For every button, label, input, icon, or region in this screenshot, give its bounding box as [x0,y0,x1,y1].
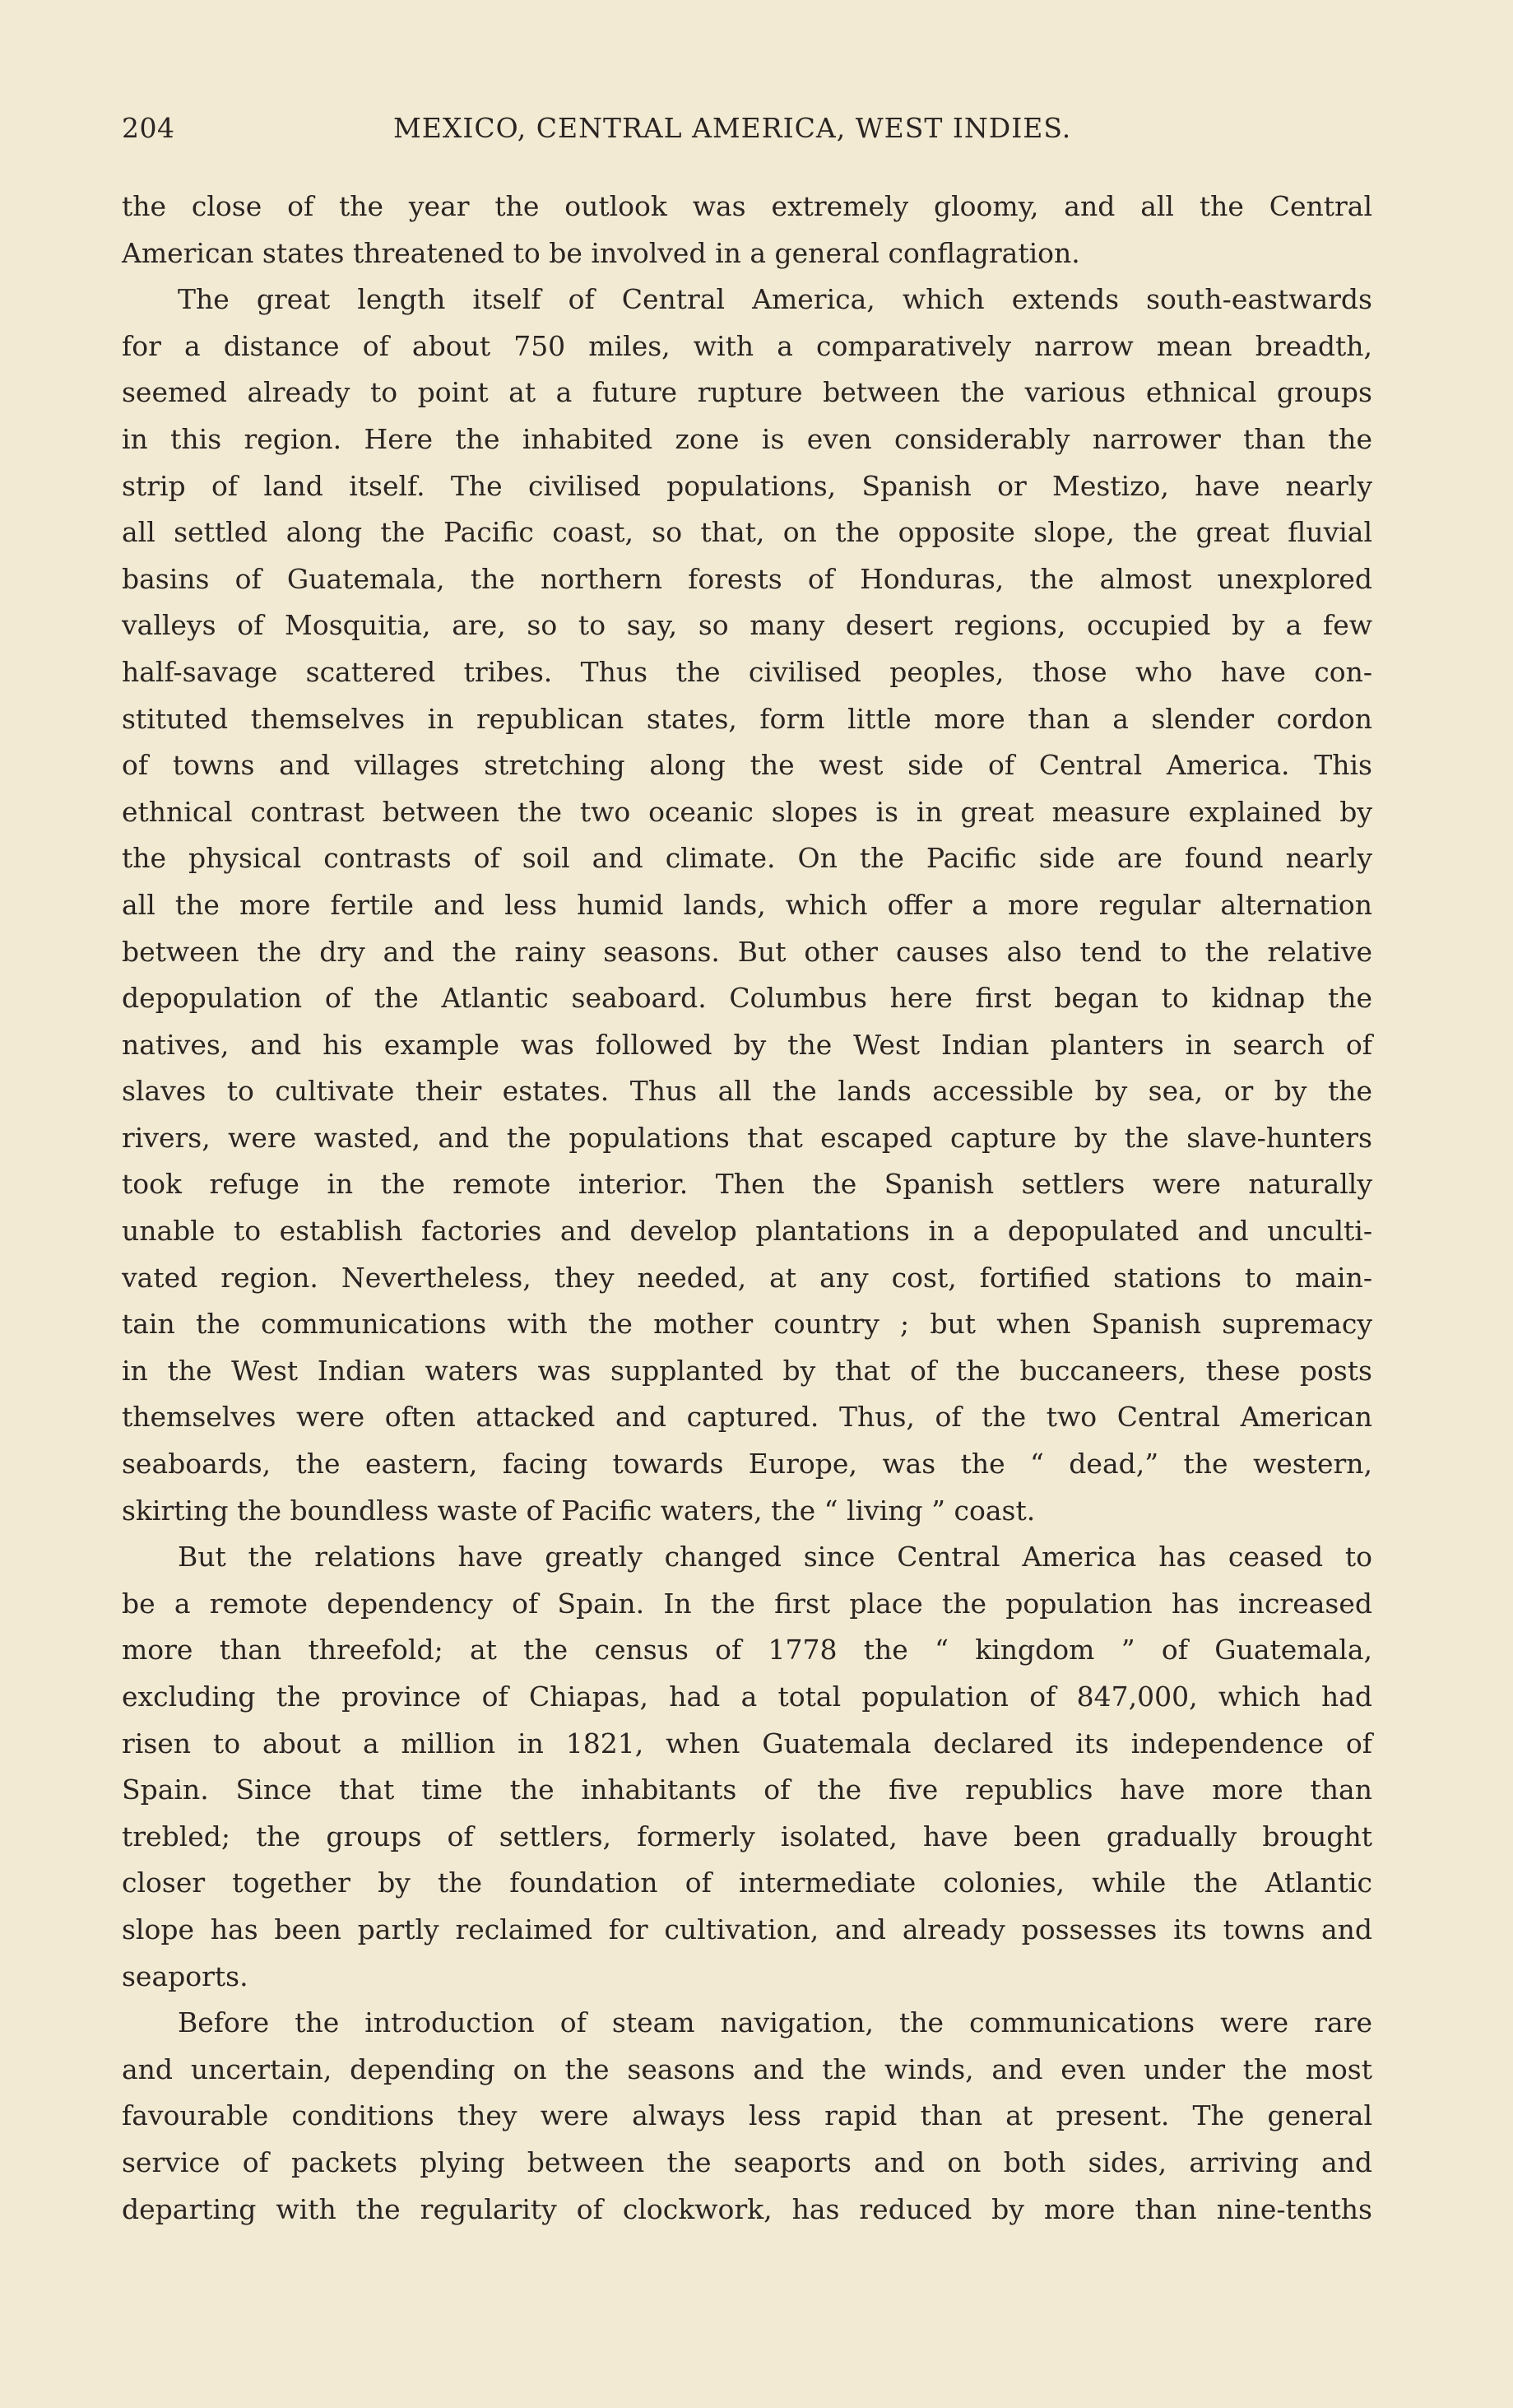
text-line: depopulation of the Atlantic seaboard. Columbus here first began to kidnap the [122,982,1372,1015]
text-line: The great length itself of Central America, which extends south-eastwards [178,283,1372,316]
text-line: the physical contrasts of soil and climate. On the Pacific side are found nearly [122,842,1372,875]
text-line: seemed already to point at a future rupture between the various ethnical groups [122,376,1372,409]
text-line: ethnical contrast between the two oceanic slopes is in great measure explained by [122,795,1372,828]
text-line: natives, and his example was followed by the West Indian planters in search of [122,1028,1372,1061]
text-line: Before the introduction of steam navigation, the communications were rare [178,2006,1372,2039]
text-line: unable to establish factories and develop plantations in a depopulated and unculti- [122,1215,1372,1248]
text-line: rivers, were wasted, and the populations that escaped capture by the slave-hunters [122,1121,1372,1154]
text-line: in this region. Here the inhabited zone is even considerably narrower than the [122,422,1372,455]
text-line: service of packets plying between the seaports and on both sides, arriving and [122,2145,1372,2178]
text-line: trebled; the groups of settlers, formerly isolated, have been gradually brought [122,1820,1372,1852]
paragraph [122,277,1372,1534]
text-line: slope has been partly reclaimed for cultivation, and already possesses its towns and [122,1913,1372,1945]
text-line: themselves were often attacked and captured. Thus, of the two Central American [122,1401,1372,1434]
text-line: and uncertain, depending on the seasons and the winds, and even under the most [122,2052,1372,2085]
text-line: all settled along the Pacific coast, so that, on the opposite slope, the great fluvial [122,516,1372,549]
text-line: seaports. [122,1959,248,1992]
text-line: basins of Guatemala, the northern forests of Honduras, the almost unexplored [122,562,1372,595]
text-line: be a remote dependency of Spain. In the first place the population has increased [122,1587,1372,1620]
text-line: took refuge in the remote interior. Then the Spanish settlers were naturally [122,1168,1372,1201]
paragraph [122,1534,1372,2000]
text-line: between the dry and the rainy seasons. But other causes also tend to the relative [122,935,1372,968]
text-line: vated region. Nevertheless, they needed, at any cost, fortified stations to main- [122,1261,1372,1294]
text-line: strip of land itself. The civilised populations, Spanish or Mestizo, have nearly [122,469,1372,502]
running-title: MEXICO, CENTRAL AMERICA, WEST INDIES. [393,112,1072,144]
text-line: departing with the regularity of clockwork, has reduced by more than nine-tenths [122,2192,1372,2225]
text-line: all the more fertile and less humid lands, which offer a more regular alternation [122,888,1372,921]
text-line: seaboards, the eastern, facing towards Europe, was the “ dead,” the western, [122,1448,1372,1481]
text-line: stituted themselves in republican states, form little more than a slender cordon [122,702,1372,735]
text-line: the close of the year the outlook was extremely gloomy, and all the Central [122,190,1372,222]
paragraph [122,184,1372,277]
text-line: favourable conditions they were always less rapid than at present. The general [122,2099,1372,2132]
text-line: risen to about a million in 1821, when Guatemala declared its independence of [122,1727,1372,1760]
text-line: But the relations have greatly changed since Central America has ceased to [178,1541,1372,1574]
text-line: more than threefold; at the census of 1778 the “ kingdom ” of Guatemala, [122,1634,1372,1667]
text-line: closer together by the foundation of intermediate colonies, while the Atlantic [122,1866,1372,1899]
running-head [122,112,1372,153]
text-line: for a distance of about 750 miles, with a comparatively narrow mean breadth, [122,329,1372,362]
paragraph [122,2000,1372,2233]
body-text [122,184,1372,2233]
text-line: slaves to cultivate their estates. Thus all the lands accessible by sea, or by the [122,1075,1372,1108]
text-line: valleys of Mosquitia, are, so to say, so many desert regions, occupied by a few [122,609,1372,642]
text-line: skirting the boundless waste of Pacific waters, the “ living ” coast. [122,1494,1036,1527]
text-line: half-savage scattered tribes. Thus the civilised peoples, those who have con- [122,655,1372,688]
text-line: American states threatened to be involved in a general conflagration. [122,236,1080,269]
text-line: of towns and villages stretching along the west side of Central America. This [122,749,1372,782]
text-line: in the West Indian waters was supplanted by that of the buccaneers, these posts [122,1354,1372,1387]
text-line: tain the communications with the mother country ; but when Spanish supremacy [122,1308,1372,1341]
text-line: excluding the province of Chiapas, had a total population of 847,000, which had [122,1680,1372,1713]
page-number: 204 [122,112,175,144]
text-line: Spain. Since that time the inhabitants of the five republics have more than [122,1773,1372,1806]
